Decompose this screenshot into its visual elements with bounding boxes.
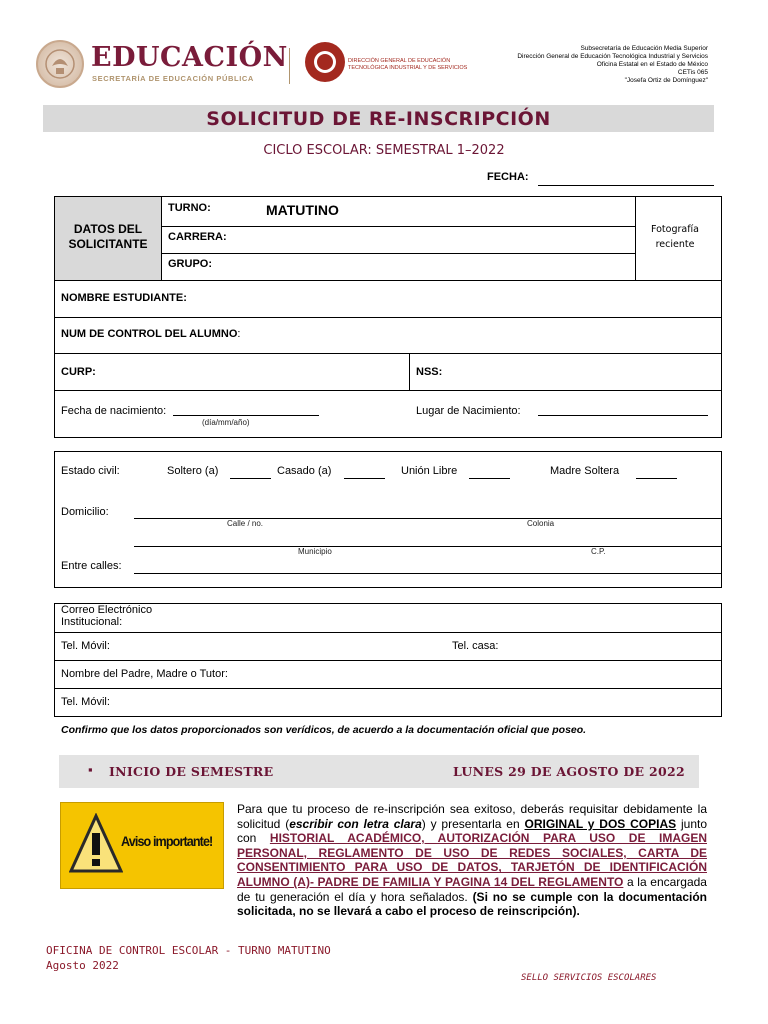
cp-hint: C.P. (591, 547, 606, 556)
photo-label: Fotografía reciente (650, 224, 700, 250)
lugar-nac-label: Lugar de Nacimiento: (416, 405, 521, 417)
header-right-line: Subsecretaría de Educación Media Superior (580, 45, 708, 52)
header-right-line: Oficina Estatal en el Estado de México (596, 61, 708, 68)
option-soltero: Soltero (a) (167, 465, 219, 477)
sello-label: SELLO SERVICIOS ESCOLARES (521, 973, 657, 983)
domicilio-field[interactable] (134, 518, 721, 519)
banner-bullet: ▪ (88, 762, 93, 777)
aviso-p1b: ) y presentarla en (421, 816, 525, 831)
madre-soltera-field[interactable] (636, 478, 677, 479)
page-subtitle: CICLO ESCOLAR: SEMESTRAL 1–2022 (263, 143, 505, 158)
aviso-sign-text: Aviso importante! (121, 833, 213, 849)
municipio-field[interactable] (134, 546, 721, 547)
header-right-line: Dirección General de Educación Tecnológica Industrial y Servicios (517, 53, 708, 60)
aviso-original: ORIGINAL y DOS COPIAS (524, 816, 677, 831)
aviso-paragraph (237, 802, 707, 919)
entre-calles-label: Entre calles: (61, 560, 122, 572)
municipio-hint: Municipio (298, 547, 332, 556)
dgeti-logo (305, 42, 345, 82)
fecha-field[interactable] (538, 185, 714, 186)
colonia-hint: Colonia (527, 519, 555, 528)
nss-label: NSS: (416, 366, 443, 378)
curp-label: CURP: (61, 366, 96, 378)
brand-subtitle: SECRETARÍA DE EDUCACIÓN PÚBLICA (92, 74, 254, 83)
dgeti-text (348, 58, 467, 72)
casado-field[interactable] (344, 478, 385, 479)
footer-office: OFICINA DE CONTROL ESCOLAR - TURNO MATUTINO (46, 944, 331, 957)
confirm-text: Confirmo que los datos proporcionados son verídicos, de acuerdo a la documentación oficial que poseo. (61, 724, 587, 736)
union-libre-field[interactable] (469, 478, 510, 479)
sep-seal (36, 40, 84, 88)
aviso-p1-em: escribir con letra clara (289, 816, 422, 831)
dgeti-line2: TECNOLÓGICA INDUSTRIAL Y DE SERVICIOS (348, 65, 468, 71)
tel-movil2-label: Tel. Móvil: (61, 696, 110, 708)
header-right-line: "Josefa Ortiz de Domínguez" (624, 77, 708, 84)
row-divider (54, 317, 722, 318)
domicilio-label: Domicilio: (61, 506, 109, 518)
nombre-label: NOMBRE ESTUDIANTE: (61, 292, 187, 304)
soltero-field[interactable] (230, 478, 271, 479)
row-divider (54, 688, 722, 689)
inicio-label: INICIO DE SEMESTRE (109, 764, 274, 779)
dgeti-line1: DIRECCIÓN GENERAL DE EDUCACIÓN (348, 58, 451, 64)
row-divider (54, 632, 722, 633)
calle-hint: Calle / no. (227, 519, 264, 528)
cell-divider (635, 196, 636, 280)
aviso-sign (60, 802, 224, 889)
eagle-icon (38, 42, 82, 86)
page-title: SOLICITUD DE RE-INSCRIPCIÓN (206, 108, 551, 130)
row-divider (161, 253, 635, 254)
cell-divider (409, 353, 410, 390)
estado-civil-label: Estado civil: (61, 465, 120, 477)
control-label: NUM DE CONTROL DEL ALUMNO (61, 328, 238, 340)
tel-movil-label: Tel. Móvil: (61, 640, 110, 652)
header-divider (289, 48, 290, 84)
tel-casa-label: Tel. casa: (452, 640, 499, 652)
turno-value[interactable]: MATUTINO (266, 202, 339, 218)
padre-label: Nombre del Padre, Madre o Tutor: (61, 668, 228, 680)
inicio-date: LUNES 29 DE AGOSTO DE 2022 (453, 764, 685, 779)
aviso-p2-bold: (Si no se cumple con la documentación solicitada, no se llevará a cabo el proceso de reinscripción). (237, 889, 707, 919)
datos-label: DATOS DEL SOLICITANTE (68, 222, 148, 251)
turno-label: TURNO: (168, 202, 211, 214)
option-madre-soltera: Madre Soltera (550, 465, 620, 477)
row-divider (54, 660, 722, 661)
aviso-p1: Para que tu proceso de re-inscripción sea exitoso, deberás requisitar debidamente la solicitud ( (237, 802, 707, 831)
cell-divider (161, 196, 162, 280)
aviso-p2: a la encargada de tu generación el día y hora señalados. (237, 874, 707, 904)
warning-icon (69, 813, 123, 875)
lugar-nac-field[interactable] (538, 415, 708, 416)
address-section (54, 451, 722, 588)
grupo-label: GRUPO: (168, 258, 212, 270)
aviso-p1c: junto con (237, 816, 707, 846)
fecha-nac-label: Fecha de nacimiento: (61, 405, 167, 417)
row-divider (54, 353, 722, 354)
option-union-libre: Unión Libre (401, 465, 458, 477)
footer-date: Agosto 2022 (46, 959, 119, 972)
fecha-nac-hint: (día/mm/año) (202, 418, 250, 427)
control-colon: : (237, 328, 241, 340)
row-divider (54, 390, 722, 391)
control-label-wrap (61, 328, 240, 340)
correo-label: Correo Electrónico Institucional: (61, 604, 153, 628)
row-divider (54, 280, 722, 281)
entre-calles-field[interactable] (134, 573, 721, 574)
header-right-line: CETis 065 (677, 69, 708, 76)
fecha-nac-field[interactable] (173, 415, 319, 416)
gear-icon (305, 42, 345, 82)
carrera-label: CARRERA: (168, 231, 227, 243)
header-right-block (517, 45, 708, 85)
row-divider (161, 226, 635, 227)
option-casado: Casado (a) (277, 465, 332, 477)
aviso-docs: HISTORIAL ACADÉMICO, AUTORIZACIÓN PARA USO DE IMAGEN PERSONAL, REGLAMENTO DE USO DE REDES SOCIALES, CARTA DE CONSENTIMIENTO PARA USO DE DATOS, TARJETÓN DE IDENTIFICACIÓN ALUMNO (A)- PADRE DE FAMILIA Y PAGINA 14 DEL REGLAMENTO (237, 831, 707, 889)
fecha-label: FECHA: (487, 171, 529, 183)
brand-title: EDUCACIÓN (91, 42, 288, 73)
